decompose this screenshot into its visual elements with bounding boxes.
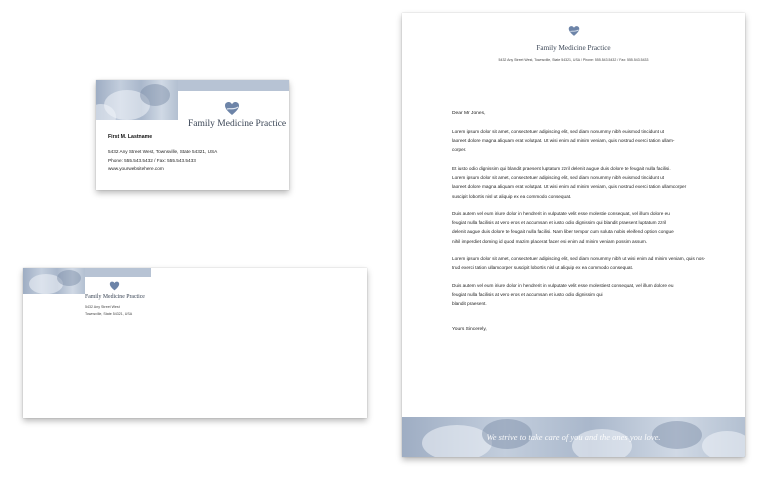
letter-line: suscipit lobortis nisl ut aliquip ex ea commodo consequat. bbox=[452, 193, 572, 199]
letter-line: laoreet dolore magna aliquam erat volutpat. Ut wisi enim ad minim veniam, quis nostrud exerci tation ullam- bbox=[452, 138, 675, 144]
envelope-address-line: 5432 Any Street West bbox=[85, 305, 120, 309]
card-tint-band bbox=[178, 80, 289, 91]
letter-line: Et iusto odio dignissim qui blandit praesent luptatum zzril delenit augue duis dolore te feugait nulla facilisi. bbox=[452, 166, 671, 171]
letter-line: corper. bbox=[452, 147, 467, 153]
letter-line: Lorem ipsum dolor sit amet, consectetuer adipiscing elit, sed diam nonummy nibh ut wisi enim ad minim veniam, quis nos- bbox=[452, 256, 706, 261]
letter-line: Duis autem vel eum iriure dolor in hendrerit in vulputate velit esse molestiest consequat, vel illum dolore eu bbox=[452, 283, 674, 288]
letter-closing: Yours Sincerely, bbox=[452, 327, 487, 332]
letter-line: laoreet dolore magna aliquam erat volutpat. Ut wisi enim ad minim veniam, quis nostrud exerci tation ullamcorper bbox=[452, 184, 687, 190]
letterhead-practice-name: Family Medicine Practice bbox=[536, 44, 611, 52]
letter-paragraph bbox=[452, 281, 673, 309]
letter-paragraph bbox=[452, 127, 675, 155]
envelope-photo-banner bbox=[23, 268, 85, 294]
letter-paragraph bbox=[452, 254, 705, 272]
heart-logo-icon bbox=[224, 101, 240, 116]
letter-line: nihil imperdiet doming id quod mazim placerat facer esi enim ad minim veniam possim assum. bbox=[452, 238, 648, 244]
letter-line: feugiat nulla facilisis at vero eros et accumsan et iusto odio dignissim qui blandit praesent luptatum zzril bbox=[452, 220, 667, 226]
letter-line: blandit praesent. bbox=[452, 301, 487, 307]
letter-line: Lorem ipsum dolor sit amet, consectetuer adipiscing elit, sed diam nonummy nibh euismod tincidunt ut bbox=[452, 175, 665, 181]
footer-tagline: We strive to take care of you and the ones you love. bbox=[486, 432, 661, 442]
card-person-name: First M. Lastname bbox=[108, 134, 153, 140]
envelope-return-address bbox=[85, 304, 132, 318]
envelope-tint-band bbox=[85, 268, 151, 277]
letter-greeting: Dear Mr Jones, bbox=[452, 111, 486, 116]
envelope bbox=[23, 268, 367, 418]
letterhead-contact-line: 5432 Any Street West, Townsville, State 54321, USA / Phone: 555.543.5432 / Fax: 555.543.5433 bbox=[498, 58, 649, 62]
letter-paragraph bbox=[452, 209, 674, 246]
letter-line: trud exerci tation ullamcorper suscipit lobortis nisl ut aliquip ex ea commodo consequat. bbox=[452, 265, 634, 271]
envelope-practice-name: Family Medicine Practice bbox=[85, 294, 145, 300]
heart-logo-icon bbox=[109, 281, 120, 291]
envelope-address-line: Townsville, State 54321, USA bbox=[85, 312, 133, 316]
letter-paragraph bbox=[452, 164, 686, 201]
letter-line: delenit augue duis dolore te feugait nulla facilisi. Nam liber tempor cum soluta nobis eleifend option congue bbox=[452, 229, 674, 235]
card-practice-name: Family Medicine Practice bbox=[188, 119, 287, 129]
card-website: www.yourwebsitehere.com bbox=[108, 166, 164, 172]
card-contact-info bbox=[108, 148, 217, 174]
letterhead bbox=[402, 13, 745, 457]
letter-line: feugiat nulla facilisis at vero eros et accumsan et iusto odio dignissim qui bbox=[452, 292, 603, 298]
business-card bbox=[96, 80, 289, 190]
letter-line: Lorem ipsum dolor sit amet, consectetuer adipiscing elit, sed diam nonummy nibh euismod tincidunt ut bbox=[452, 129, 665, 134]
card-address: 5432 Any Street West, Townsville, State 54321, USA bbox=[108, 149, 218, 154]
heart-logo-icon bbox=[568, 25, 580, 37]
letterhead-footer-banner bbox=[402, 417, 745, 457]
card-photo-banner bbox=[96, 80, 178, 120]
letter-line: Duis autem vel eum iriure dolor in hendrerit in vulputate velit esse molestie consequat, vel illum dolore eu bbox=[452, 211, 670, 216]
card-phone-fax: Phone: 555.543.5432 / Fax: 555.543.5433 bbox=[108, 157, 196, 163]
